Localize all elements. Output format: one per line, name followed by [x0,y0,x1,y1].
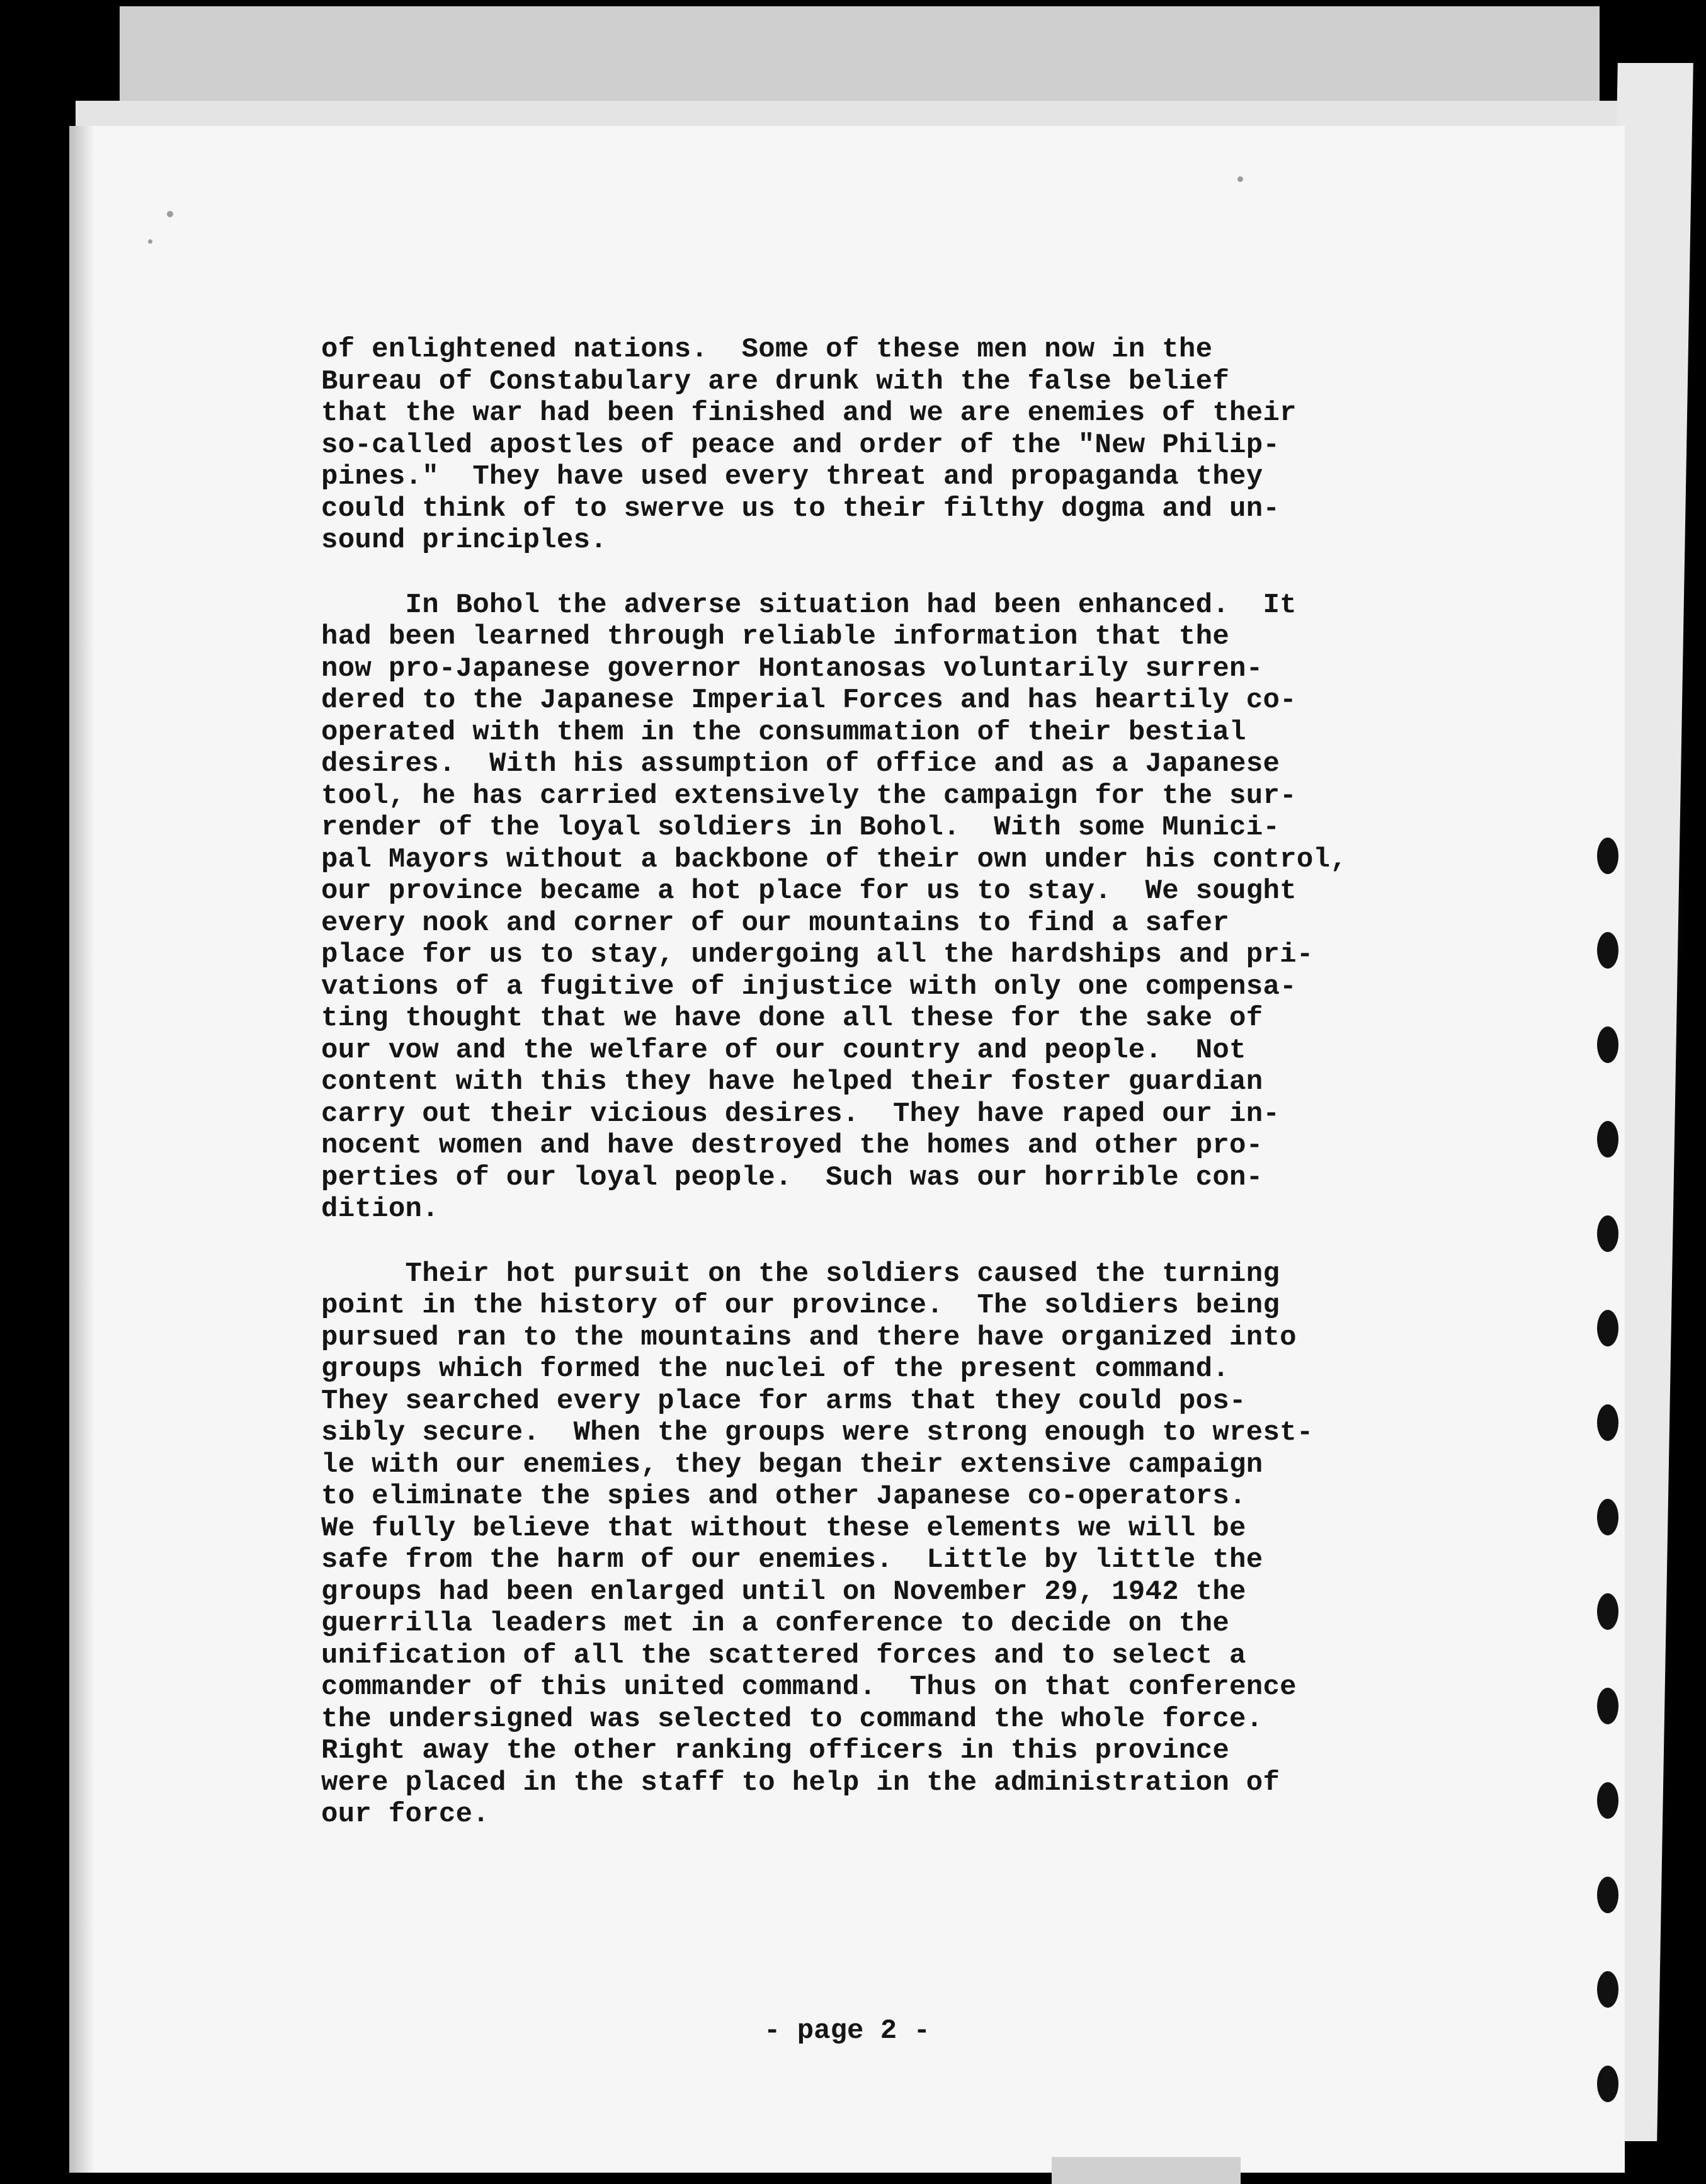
text-line: safe from the harm of our enemies. Little by little the [321,1544,1263,1576]
text-line: now pro-Japanese governor Hontanosas voluntarily surren- [321,652,1263,685]
text-line: our force. [321,1799,490,1830]
binder-hole [1597,1593,1618,1630]
text-line: We fully believe that without these elements we will be [321,1512,1246,1544]
text-line: sound principles. [321,525,607,556]
binder-hole [1597,1121,1618,1157]
binder-hole [1597,1404,1618,1441]
text-line: guerrilla leaders met in a conference to decide on the [321,1608,1230,1639]
text-line: our province became a hot place for us to stay. We sought [321,875,1297,907]
binder-hole [1597,1215,1618,1252]
text-line: our vow and the welfare of our country and people. Not [321,1034,1246,1066]
text-line: They searched every place for arms that they could pos- [321,1385,1246,1417]
binder-hole [1597,1310,1618,1346]
text-line: le with our enemies, they began their extensive campaign [321,1448,1263,1481]
text-line: had been learned through reliable information that the [321,621,1230,652]
text-line: Right away the other ranking officers in this province [321,1735,1230,1766]
binder-hole [1597,1688,1618,1724]
text-line: sibly secure. When the groups were strong enough to wrest- [321,1417,1314,1448]
text-line: pines." They have used every threat and propaganda they [321,461,1263,492]
text-line: perties of our loyal people. Such was our horrible con- [321,1161,1263,1193]
text-line: render of the loyal soldiers in Bohol. With some Munici- [321,812,1280,843]
document-page [69,126,1625,2173]
text-line: that the war had been finished and we are enemies of their [321,397,1297,429]
binder-hole [1597,1027,1618,1063]
body-text [321,334,1568,1863]
text-line: dition. [321,1193,439,1225]
text-line: of enlightened nations. Some of these men now in the [321,334,1213,365]
text-line: unification of all the scattered forces and to select a [321,1639,1246,1671]
text-line: In Bohol the adverse situation had been enhanced. It [321,589,1297,621]
text-line: dered to the Japanese Imperial Forces and has heartily co- [321,685,1297,716]
binder-hole [1597,2066,1618,2102]
text-line: ting thought that we have done all these for the sake of [321,1003,1263,1034]
ink-speck [1237,176,1243,182]
paragraph [321,589,1568,1226]
text-line: Bureau of Constabulary are drunk with the false belief [321,365,1230,397]
binder-hole [1597,1782,1618,1819]
text-line: were placed in the staff to help in the administration of [321,1766,1280,1799]
text-line: groups which formed the nuclei of the present command. [321,1353,1230,1385]
text-line: nocent women and have destroyed the homes and other pro- [321,1130,1263,1161]
text-line: tool, he has carried extensively the campaign for the sur- [321,780,1297,812]
text-line: desires. With his assumption of office and as a Japanese [321,748,1280,780]
binder-hole [1597,1971,1618,2008]
binder-hole [1597,1499,1618,1535]
paragraph [321,1258,1568,1831]
text-line: groups had been enlarged until on November 29, 1942 the [321,1576,1246,1608]
paper-strip [1052,2157,1241,2184]
binder-hole [1597,838,1618,874]
paragraph [321,334,1568,557]
ink-speck [167,211,173,217]
binder-hole [1597,1877,1618,1913]
text-line: commander of this united command. Thus on that conference [321,1671,1297,1703]
text-line: pal Mayors without a backbone of their own under his control, [321,843,1347,875]
text-line: place for us to stay, undergoing all the hardships and pri- [321,939,1314,970]
page-edge-shadow [69,126,94,2173]
text-line: pursued ran to the mountains and there have organized into [321,1321,1297,1353]
text-line: Their hot pursuit on the soldiers caused the turning [321,1258,1280,1290]
text-line: every nook and corner of our mountains to find a safer [321,907,1230,939]
text-line: carry out their vicious desires. They have raped our in- [321,1098,1280,1130]
text-line: operated with them in the consummation of their bestial [321,716,1246,748]
binder-hole [1597,932,1618,969]
text-line: content with this they have helped their foster guardian [321,1066,1263,1098]
ink-speck [148,239,152,244]
text-line: so-called apostles of peace and order of the "New Philip- [321,429,1280,461]
text-line: the undersigned was selected to command the whole force. [321,1703,1263,1735]
text-line: vations of a fugitive of injustice with only one compensa- [321,970,1297,1003]
text-line: to eliminate the spies and other Japanese co-operators. [321,1481,1246,1512]
page-number: - page 2 - [763,2015,931,2047]
text-line: point in the history of our province. The soldiers being [321,1290,1280,1321]
text-line: could think of to swerve us to their filthy dogma and un- [321,492,1280,525]
